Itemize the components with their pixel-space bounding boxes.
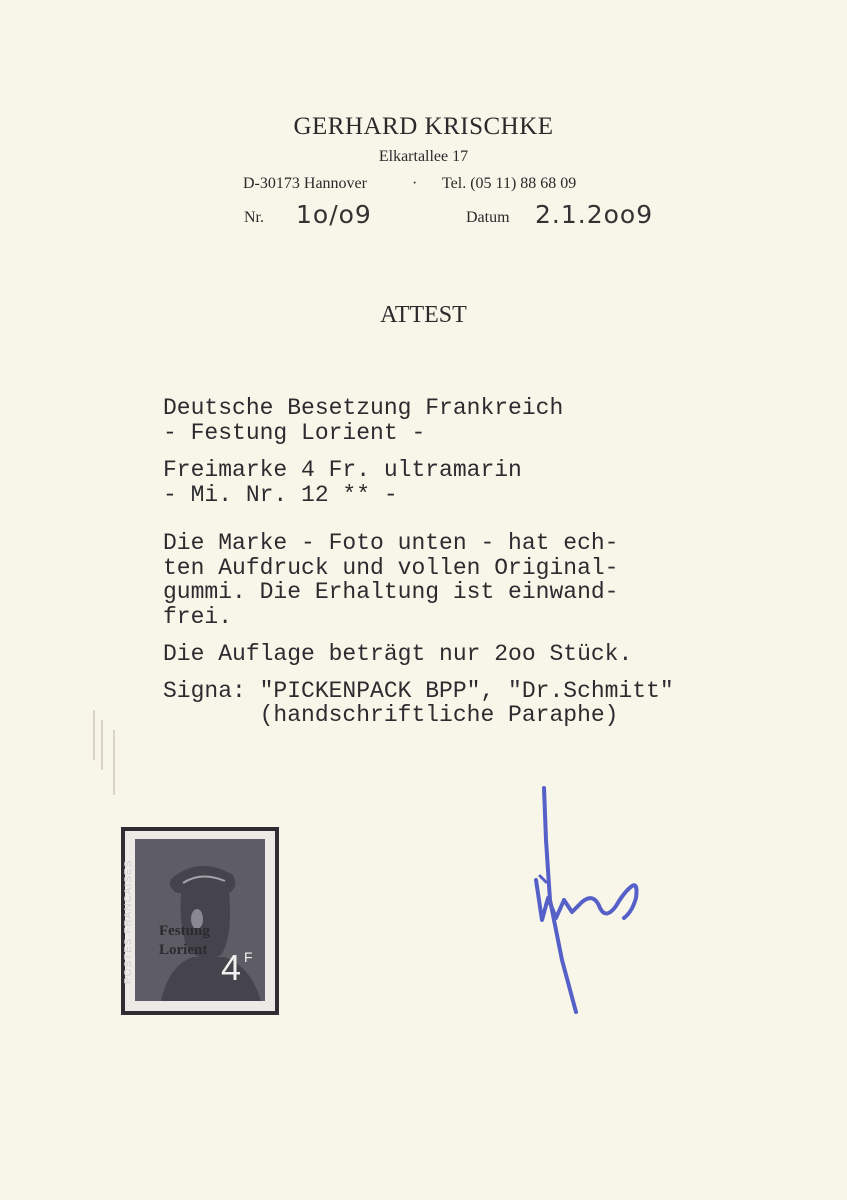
- body-line: frei.: [163, 604, 233, 630]
- reference-number-label: Nr.: [244, 209, 264, 226]
- body-line: - Mi. Nr. 12 ** -: [163, 482, 398, 508]
- letterhead-separator: ·: [412, 175, 418, 192]
- stamp-currency: F: [244, 949, 253, 965]
- letterhead-street: Elkartallee 17: [378, 148, 469, 165]
- letterhead-name: GERHARD KRISCHKE: [293, 113, 554, 140]
- stamp-overprint-line2: Lorient: [159, 942, 208, 958]
- paper-showthrough-marks: [84, 700, 144, 820]
- reference-number-value: 1o/o9: [296, 200, 372, 229]
- letterhead-city: D-30173 Hannover: [243, 175, 367, 192]
- body-line: Die Auflage beträgt nur 2oo Stück.: [163, 641, 633, 667]
- body-line: Deutsche Besetzung Frankreich: [163, 395, 564, 421]
- body-line: Signa: "PICKENPACK BPP", "Dr.Schmitt": [163, 678, 674, 704]
- date-value: 2.1.2oo9: [535, 200, 654, 229]
- body-line: Die Marke - Foto unten - hat ech-: [163, 530, 619, 556]
- stamp-denomination: 4: [221, 947, 242, 988]
- body-line: Freimarke 4 Fr. ultramarin: [163, 457, 522, 483]
- handwritten-signature: [520, 780, 660, 1020]
- stamp-overprint-line1: Festung: [159, 923, 210, 939]
- stamp-photo: [121, 827, 279, 1015]
- letterhead-phone: Tel. (05 11) 88 68 09: [442, 175, 577, 192]
- body-line: - Festung Lorient -: [163, 420, 426, 446]
- date-label: Datum: [466, 209, 510, 226]
- document-title: ATTEST: [380, 302, 467, 328]
- body-line: gummi. Die Erhaltung ist einwand-: [163, 579, 619, 605]
- body-line: (handschriftliche Paraphe): [163, 702, 619, 728]
- stamp-country-text: POSTES FRANCAISES: [123, 859, 134, 985]
- body-line: ten Aufdruck und vollen Original-: [163, 555, 619, 581]
